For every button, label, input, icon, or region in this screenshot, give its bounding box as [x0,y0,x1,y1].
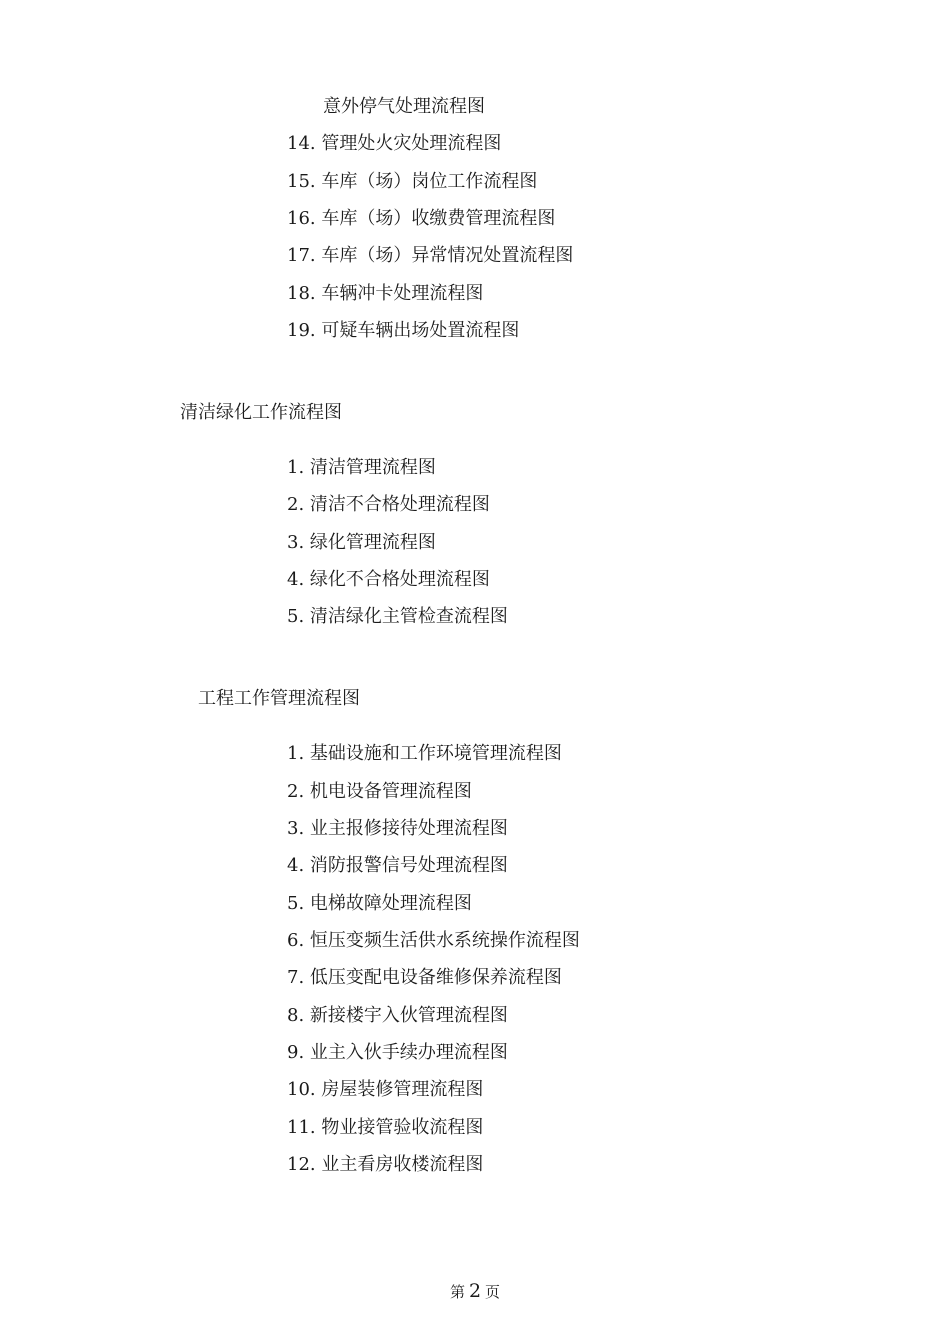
list-item-number: 4. [287,569,305,590]
list-item [287,171,537,193]
list-item-number: 6. [287,930,305,951]
list-item [287,606,508,628]
list-item [287,569,490,591]
list-item [287,208,555,230]
list-item-text: 机电设备管理流程图 [309,781,472,802]
list-item-text: 低压变配电设备维修保养流程图 [309,967,562,988]
list-item-text: 房屋装修管理流程图 [321,1079,484,1100]
list-item-number: 3. [287,532,305,553]
list-item-text: 物业接管验收流程图 [321,1117,484,1138]
list-item-number: 10. [287,1079,316,1100]
list-item-text: 业主入伙手续办理流程图 [309,1042,508,1063]
list-item-text: 绿化不合格处理流程图 [309,569,490,590]
list-item [287,1042,508,1064]
list-item-text: 管理处火灾处理流程图 [321,133,502,154]
list-item [287,1079,483,1101]
list-item [287,457,436,479]
list-item-number: 5. [287,606,305,627]
list-item-text: 可疑车辆出场处置流程图 [321,320,520,341]
page-number: 2 [468,1280,482,1302]
list-item-number: 12. [287,1154,316,1175]
list-item-number: 16. [287,208,316,229]
list-item-number: 1. [287,743,305,764]
list-item [287,1005,508,1027]
list-item-text: 绿化管理流程图 [309,532,436,553]
list-item [287,1117,483,1139]
list-item-continuation: 意外停气处理流程图 [323,96,485,117]
list-item-number: 4. [287,855,305,876]
list-item-number: 7. [287,967,305,988]
list-item-text: 车库（场）异常情况处置流程图 [321,245,574,266]
list-item [287,494,490,516]
list-item-text: 新接楼宇入伙管理流程图 [309,1005,508,1026]
list-item-text: 车库（场）岗位工作流程图 [321,171,538,192]
list-item-number: 17. [287,245,316,266]
page-footer [0,1280,950,1302]
list-item-text: 清洁不合格处理流程图 [309,494,490,515]
list-item-text: 业主看房收楼流程图 [321,1154,484,1175]
list-item-number: 18. [287,283,316,304]
list-item-number: 19. [287,320,316,341]
list-item [287,743,562,765]
list-item [287,245,573,267]
list-item-number: 1. [287,457,305,478]
list-item [287,781,472,803]
list-item [287,320,519,342]
list-item-text: 基础设施和工作环境管理流程图 [309,743,562,764]
section-heading-engineering: 工程工作管理流程图 [198,688,360,709]
list-item [287,855,508,877]
list-item-number: 9. [287,1042,305,1063]
list-item-number: 8. [287,1005,305,1026]
list-item [287,283,483,305]
list-item-number: 3. [287,818,305,839]
list-item [287,930,580,952]
list-item [287,818,508,840]
list-item-number: 15. [287,171,316,192]
list-item-text: 业主报修接待处理流程图 [309,818,508,839]
list-item-number: 11. [287,1117,316,1138]
list-item [287,1154,483,1176]
list-item-number: 14. [287,133,316,154]
list-item [287,893,472,915]
section-heading-cleaning: 清洁绿化工作流程图 [180,402,342,423]
list-item [287,133,501,155]
page-number-suffix: 页 [485,1283,501,1301]
list-item-number: 2. [287,494,305,515]
list-item-text: 恒压变频生活供水系统操作流程图 [309,930,580,951]
list-item-text: 电梯故障处理流程图 [309,893,472,914]
list-item-text: 车库（场）收缴费管理流程图 [321,208,556,229]
list-item [287,532,436,554]
list-item-text: 消防报警信号处理流程图 [309,855,508,876]
page-number-prefix: 第 [449,1283,465,1301]
list-item-text: 清洁绿化主管检查流程图 [309,606,508,627]
list-item [287,967,562,989]
list-item-text: 车辆冲卡处理流程图 [321,283,484,304]
list-item-number: 5. [287,893,305,914]
list-item-text: 清洁管理流程图 [309,457,436,478]
list-item-number: 2. [287,781,305,802]
